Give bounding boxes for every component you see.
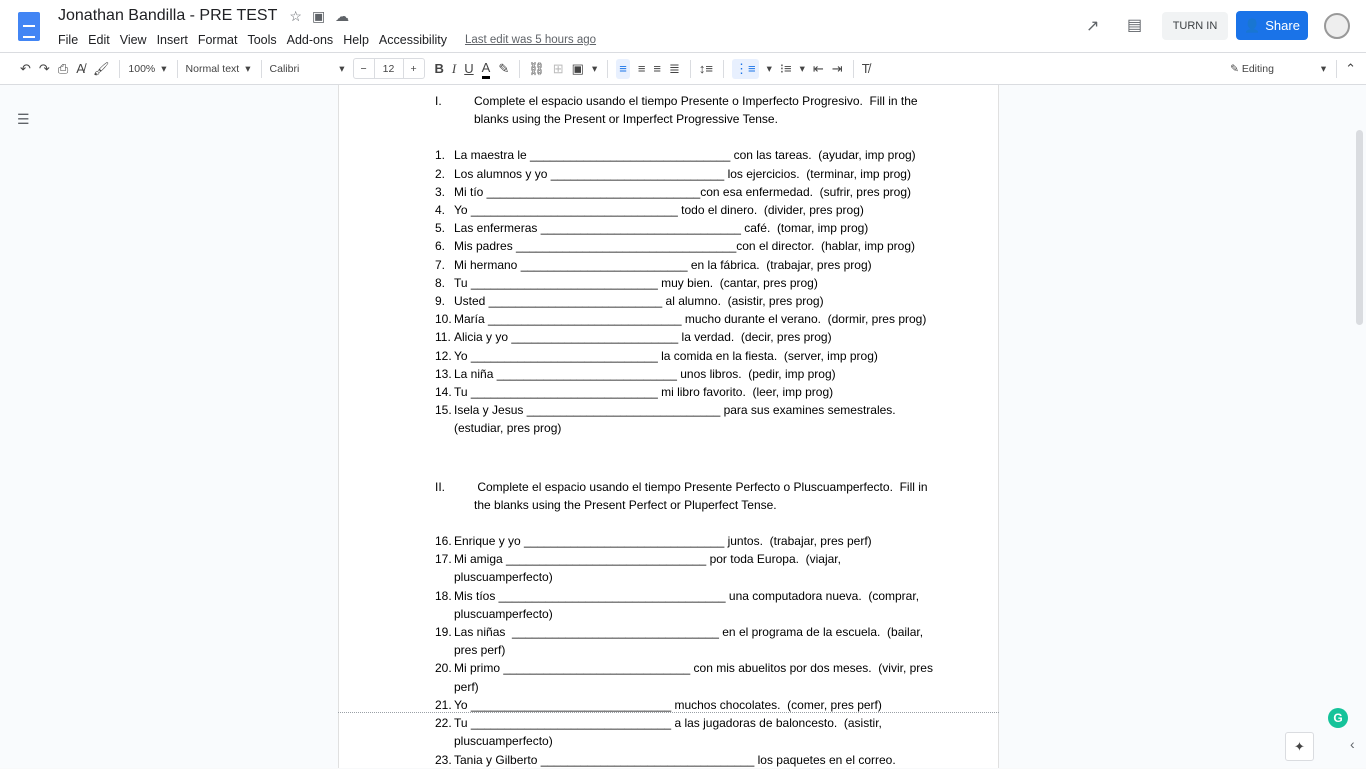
mode-value: Editing (1241, 62, 1274, 75)
bold-icon[interactable]: B (434, 61, 444, 76)
item-number: 15. (435, 403, 452, 418)
menu-addons[interactable]: Add-ons (286, 33, 334, 47)
list-item (435, 714, 935, 750)
mode-dropdown-icon: ▾ (1320, 62, 1327, 75)
item-text-line: blanks using the Present or Imperfect Progressive Tense. (474, 112, 778, 127)
add-comment-icon[interactable]: ⊞ (552, 60, 564, 76)
italic-icon[interactable]: I (451, 60, 457, 76)
font-size-input[interactable]: 12 (374, 59, 404, 78)
turn-in-button[interactable]: TURN IN (1162, 12, 1228, 40)
list-item (435, 237, 935, 255)
list-item (435, 659, 935, 695)
font-select[interactable] (270, 59, 345, 79)
divider (853, 60, 854, 78)
divider (607, 60, 608, 78)
list-item (435, 165, 935, 183)
item-number: 11. (435, 330, 451, 345)
increase-font-button[interactable]: + (410, 62, 417, 75)
divider (119, 60, 120, 78)
item-number: 16. (435, 534, 452, 549)
item-text-line: Las niñas _______________________________ en el programa de la escuela. (bailar, (454, 625, 924, 640)
item-number: 17. (435, 552, 452, 567)
align-right-icon[interactable]: ≡ (653, 61, 661, 76)
menu-bar (58, 33, 606, 47)
cloud-status-icon[interactable]: ☁ (335, 7, 350, 24)
move-folder-icon[interactable]: ▣ (311, 7, 326, 24)
spellcheck-icon[interactable]: A̸ (76, 61, 85, 76)
list-item (435, 201, 935, 219)
divider (690, 60, 691, 78)
align-left-icon[interactable]: ≡ (616, 59, 630, 79)
item-text-line: Mi primo ____________________________ con mis abuelitos por dos meses. (vivir, pres (454, 661, 933, 676)
title-row (58, 7, 359, 25)
item-text-line: pluscuamperfecto) (454, 570, 553, 585)
print-icon[interactable]: ⎙ (57, 60, 69, 76)
item-number: 10. (435, 312, 452, 327)
zoom-value: 100% (128, 62, 156, 75)
item-text-line: La maestra le ______________________________ con las tareas. (ayudar, imp prog) (454, 148, 916, 163)
item-text-line: Tu ______________________________ a las jugadoras de baloncesto. (asistir, (454, 716, 882, 731)
decrease-font-button[interactable]: − (360, 62, 367, 75)
avatar[interactable] (1324, 13, 1350, 39)
activity-trend-icon[interactable]: ↗ (1086, 18, 1100, 35)
share-button[interactable] (1236, 11, 1308, 40)
person-icon: 👤 (1244, 17, 1261, 33)
item-number: 5. (435, 221, 446, 236)
star-icon[interactable]: ☆ (289, 7, 302, 24)
item-number: 8. (435, 275, 446, 290)
zoom-select[interactable] (128, 59, 166, 79)
item-text-line: Mi hermano _________________________ en la fábrica. (trabajar, pres prog) (454, 257, 872, 272)
item-text-line: Los alumnos y yo __________________________ los ejercicios. (terminar, imp prog) (454, 166, 911, 181)
font-value: Calibri (269, 62, 300, 75)
item-number: 3. (435, 184, 446, 199)
item-text-line: Tania y Gilberto ________________________________ los paquetes en el correo. (454, 752, 896, 767)
item-text-line: Complete el espacio usando el tiempo Presente o Imperfecto Progresivo. Fill in the (474, 94, 918, 108)
bulleted-list-icon[interactable]: ⁝≡ (779, 60, 792, 76)
document-title[interactable]: Jonathan Bandilla - PRE TEST (58, 7, 278, 24)
item-text-line: pluscuamperfecto) (454, 734, 553, 749)
highlight-icon[interactable]: ✎ (498, 60, 510, 76)
item-number: II. (435, 479, 446, 494)
item-number: 13. (435, 366, 452, 381)
link-icon[interactable]: ⛓ (528, 60, 545, 76)
item-number: I. (435, 94, 442, 108)
item-number: 22. (435, 716, 452, 731)
item-text-line: Las enfermeras ______________________________ café. (tomar, imp prog) (454, 221, 869, 236)
item-number: 18. (435, 588, 452, 603)
insert-image-dropdown-icon[interactable]: ▾ (591, 62, 598, 75)
list-item (435, 696, 935, 714)
list-item (435, 532, 935, 550)
menu-accessibility[interactable]: Accessibility (378, 33, 447, 47)
style-select[interactable] (186, 59, 251, 79)
comments-icon[interactable]: ▤ (1127, 17, 1143, 34)
bulleted-list-dropdown-icon[interactable]: ▾ (799, 62, 805, 75)
divider (723, 60, 724, 78)
align-center-icon[interactable]: ≡ (637, 61, 646, 76)
list-item (435, 310, 935, 328)
document-body[interactable] (435, 92, 935, 769)
title-bar (0, 0, 1366, 52)
style-dropdown-icon: ▾ (245, 62, 251, 75)
item-text-line: Yo _______________________________ todo el dinero. (divider, pres prog) (454, 203, 864, 218)
item-text-line: Tu ____________________________ muy bien. (cantar, pres prog) (454, 275, 818, 290)
item-number: 7. (435, 257, 446, 272)
list-item (435, 401, 935, 437)
item-number: 4. (435, 203, 446, 218)
list-item (435, 365, 935, 383)
section-heading (435, 478, 935, 514)
list-item (435, 292, 935, 310)
item-text-line: Alicia y yo _________________________ la verdad. (decir, pres prog) (454, 330, 832, 345)
zoom-dropdown-icon: ▾ (161, 62, 167, 75)
list-item (435, 623, 935, 659)
item-text-line: Mis tíos __________________________________ una computadora nueva. (comprar, (454, 588, 920, 603)
item-number: 20. (435, 661, 452, 676)
item-text-line: Isela y Jesus _____________________________ para sus examines semestrales. (454, 403, 896, 418)
share-label: Share (1265, 18, 1300, 33)
decrease-indent-icon[interactable]: ⇤ (812, 60, 824, 76)
font-dropdown-icon: ▾ (339, 62, 345, 75)
divider (177, 60, 178, 78)
list-item (435, 587, 935, 623)
numbered-list-icon[interactable]: ⋮≡ (732, 59, 759, 79)
item-number: 19. (435, 625, 452, 640)
item-text-line: Yo ____________________________ la comida en la fiesta. (server, imp prog) (454, 348, 878, 363)
item-number: 6. (435, 239, 446, 254)
vertical-scrollbar[interactable] (1356, 130, 1363, 325)
item-number: 12. (435, 348, 452, 363)
menu-file[interactable]: File (58, 33, 79, 47)
item-text-line: perf) (454, 679, 479, 694)
item-number: 21. (435, 697, 452, 712)
item-number: 9. (435, 294, 446, 309)
side-panel-chevron-icon[interactable]: ‹ (1350, 736, 1355, 752)
redo-icon[interactable]: ↷ (38, 60, 50, 76)
insert-image-icon[interactable]: ▣ (571, 60, 584, 76)
pencil-icon: ✎ (1230, 62, 1239, 75)
menu-help[interactable]: Help (343, 33, 369, 47)
menu-format[interactable]: Format (197, 33, 238, 47)
docs-logo-icon[interactable] (18, 12, 40, 41)
item-text-line: Mis padres _________________________________con el director. (hablar, imp prog) (454, 239, 916, 254)
item-text-line: Yo ______________________________ muchos chocolates. (comer, pres perf) (454, 697, 882, 712)
item-text-line: Mi amiga ______________________________ por toda Europa. (viajar, (454, 552, 841, 567)
list-item (435, 146, 935, 164)
font-size-control (353, 58, 425, 79)
item-number: 2. (435, 166, 446, 181)
item-text-line: pluscuamperfecto) (454, 606, 553, 621)
justify-icon[interactable]: ≣ (669, 60, 680, 76)
list-item (435, 550, 935, 586)
grammarly-icon[interactable]: G (1328, 708, 1348, 728)
item-number: 14. (435, 385, 452, 400)
item-text-line: pres perf) (454, 643, 506, 658)
numbered-list-dropdown-icon[interactable]: ▾ (766, 62, 772, 75)
undo-icon[interactable]: ↶ (20, 60, 31, 76)
menu-edit[interactable]: Edit (88, 33, 110, 47)
list-item (435, 328, 935, 346)
item-number: 23. (435, 752, 452, 767)
item-text-line: La niña ___________________________ unos libros. (pedir, imp prog) (454, 366, 836, 381)
item-text-line: the blanks using the Present Perfect or Pluperfect Tense. (474, 497, 777, 512)
list-item (435, 751, 935, 769)
list-item (435, 219, 935, 237)
list-item (435, 347, 935, 365)
item-text-line: Mi tío ________________________________con esa enfermedad. (sufrir, pres prog) (454, 184, 912, 199)
toolbar (0, 52, 1366, 85)
item-text-line: (estudiar, pres prog) (454, 421, 562, 436)
divider (1336, 60, 1337, 78)
increase-indent-icon[interactable]: ⇥ (831, 60, 843, 76)
list-item (435, 183, 935, 201)
collapse-menus-icon[interactable]: ⌃ (1345, 60, 1356, 76)
list-item (435, 383, 935, 401)
item-text-line: Enrique y yo ______________________________ juntos. (trabajar, pres perf) (454, 534, 872, 549)
underline-icon[interactable]: U (464, 61, 474, 76)
editing-mode-select[interactable] (1230, 59, 1326, 79)
document-outline-icon[interactable]: ☰ (17, 111, 30, 127)
menu-tools[interactable]: Tools (247, 33, 277, 47)
item-text-line: Tu ____________________________ mi libro favorito. (leer, imp prog) (454, 385, 834, 400)
item-number: 1. (435, 148, 446, 163)
paint-format-icon[interactable]: 🖌 (92, 60, 110, 76)
list-item (435, 274, 935, 292)
item-text-line: Usted __________________________ al alumno. (asistir, pres prog) (454, 294, 824, 309)
divider (261, 60, 262, 78)
menu-insert[interactable]: Insert (156, 33, 188, 47)
style-value: Normal text (185, 62, 240, 75)
clear-formatting-icon[interactable]: T̸ (861, 61, 870, 76)
line-spacing-icon[interactable]: ↕≡ (698, 61, 713, 76)
list-item (435, 256, 935, 274)
last-edit-link[interactable]: Last edit was 5 hours ago (464, 34, 597, 46)
item-text-line: María _____________________________ mucho durante el verano. (dormir, pres prog) (454, 312, 927, 327)
explore-icon[interactable]: ✦ (1285, 732, 1314, 761)
section-heading (435, 92, 935, 128)
item-text-line: Complete el espacio usando el tiempo Presente Perfecto o Pluscuamperfecto. Fill in (474, 479, 928, 494)
menu-view[interactable]: View (119, 33, 147, 47)
text-color-icon[interactable]: A (482, 59, 491, 79)
divider (519, 60, 520, 78)
